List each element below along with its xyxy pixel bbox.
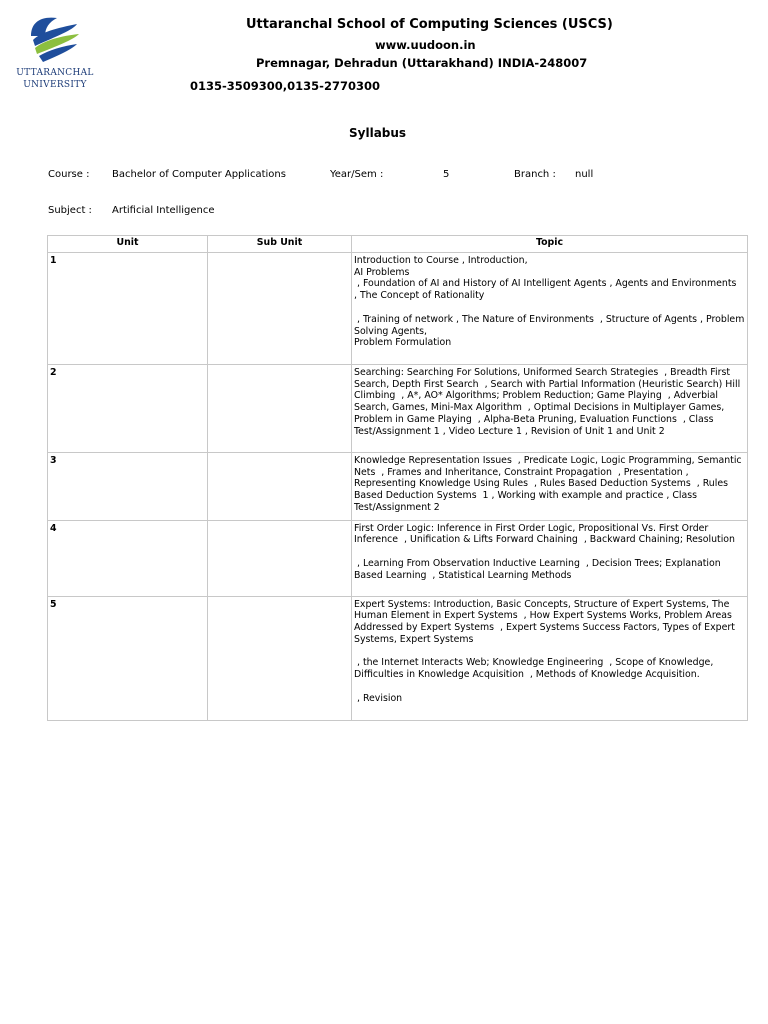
institution-address: Premnagar, Dehradun (Uttarakhand) INDIA-248007 (256, 56, 588, 70)
topic-paragraph: , Revision (354, 692, 403, 704)
topic-paragraph: First Order Logic: Inference in First Order Logic, Propositional Vs. First Order Inference , Unification & Lifts Forward Chaining , Backward Chaining; Resolution (354, 522, 735, 546)
course-value: Bachelor of Computer Applications (112, 169, 286, 180)
swoosh-logo-icon (27, 14, 83, 66)
unit-cell: 3 (48, 453, 208, 521)
syllabus-table-body (48, 253, 748, 721)
unit-cell: 1 (48, 253, 208, 365)
topic-cell (352, 253, 748, 365)
university-logo (14, 14, 96, 90)
unit-cell: 4 (48, 520, 208, 596)
sub-unit-cell (208, 596, 352, 720)
sub-unit-cell (208, 520, 352, 596)
unit-cell: 2 (48, 365, 208, 453)
logo-text-line1: UTTARANCHAL (16, 68, 94, 78)
branch-label: Branch : (514, 169, 556, 180)
table-row (48, 253, 748, 365)
page-title: Syllabus (349, 126, 407, 140)
topic-paragraph: Knowledge Representation Issues , Predicate Logic, Logic Programming, Semantic Nets , Frames and Inheritance, Constraint Propagation , Presentation , Representing Knowledge Using Rules , Rules Based Deduction Systems , Rules Based Deduction Systems 1 , Working with example and practice , Class Test/Assignment 2 (354, 455, 745, 513)
course-label: Course : (48, 169, 90, 180)
logo-text-line2: UNIVERSITY (23, 80, 87, 90)
topic-cell (352, 365, 748, 453)
topic-cell (352, 520, 748, 596)
sub-unit-column-header: Sub Unit (208, 236, 352, 253)
table-row (48, 596, 748, 720)
topic-column-header: Topic (352, 236, 748, 253)
topic-paragraph: Searching: Searching For Solutions, Uniformed Search Strategies , Breadth First Search, Depth First Search , Search with Partial Information (Heuristic Search) Hill Climbing , A*, AO* Algorithms; Problem Reduction; Game Playing , Adverbial Search, Games, Mini-Max Algorithm , Optimal Decisions in Multiplayer Games, Problem in Game Playing , Alpha-Beta Pruning, Evaluation Functions , Class Test/Assignment 1 , Video Lecture 1 , Revision of Unit 1 and Unit 2 (354, 367, 744, 437)
syllabus-table (47, 235, 748, 721)
institution-phone: 0135-3509300,0135-2770300 (190, 79, 380, 93)
topic-paragraph: , Learning From Observation Inductive Learning , Decision Trees; Explanation Based Learning , Statistical Learning Methods (354, 557, 724, 581)
institution-website: www.uudoon.in (375, 38, 476, 52)
sub-unit-cell (208, 453, 352, 521)
topic-cell (352, 596, 748, 720)
topic-paragraph: Introduction to Course , Introduction, AI Problems , Foundation of AI and History of AI Intelligent Agents , Agents and Environments , The Concept of Rationality (354, 255, 737, 302)
topic-paragraph: , Training of network , The Nature of Environments , Structure of Agents , Problem Solving Agents, Problem Formulation (354, 313, 745, 349)
unit-cell: 5 (48, 596, 208, 720)
topic-paragraph: Expert Systems: Introduction, Basic Concepts, Structure of Expert Systems, The Human Element in Expert Systems , How Expert Systems Works, Problem Areas Addressed by Expert Systems , Expert Systems Success Factors, Types of Expert Systems, Expert Systems (354, 598, 738, 645)
institution-name: Uttaranchal School of Computing Sciences (USCS) (246, 17, 613, 32)
subject-value: Artificial Intelligence (112, 205, 215, 216)
table-row (48, 520, 748, 596)
table-row (48, 365, 748, 453)
sub-unit-cell (208, 253, 352, 365)
year-sem-value: 5 (443, 169, 450, 180)
subject-label: Subject : (48, 205, 92, 216)
unit-column-header: Unit (48, 236, 208, 253)
sub-unit-cell (208, 365, 352, 453)
topic-cell (352, 453, 748, 521)
year-sem-label: Year/Sem : (330, 169, 384, 180)
table-header-row (48, 236, 748, 253)
topic-paragraph: , the Internet Interacts Web; Knowledge Engineering , Scope of Knowledge, Difficulties in Knowledge Acquisition , Methods of Knowledge Acquisition. (354, 657, 717, 681)
branch-value: null (575, 169, 594, 180)
table-row (48, 453, 748, 521)
